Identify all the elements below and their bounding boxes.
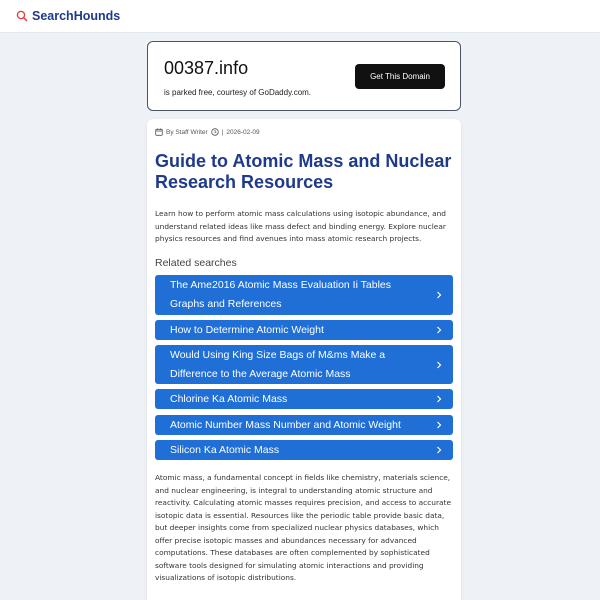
article-meta — [155, 127, 260, 137]
publish-date: 2026-02-09 — [226, 128, 260, 136]
article-card — [147, 119, 461, 600]
related-search-label: Atomic Number Mass Number and Atomic Weight — [170, 418, 401, 431]
domain-name: 00387.info — [164, 58, 249, 78]
meta-separator: | — [221, 128, 224, 136]
related-search-label: Would Using King Size Bags of M&ms Make a Difference to the Average Atomic Mass — [170, 348, 386, 380]
related-search-link[interactable] — [155, 320, 453, 340]
page-title: Guide to Atomic Mass and Nuclear Research Resources — [155, 151, 452, 192]
chevron-right-icon — [435, 361, 443, 369]
chevron-right-icon — [435, 421, 443, 429]
related-search-link[interactable] — [155, 415, 453, 435]
related-search-label: The Ame2016 Atomic Mass Evaluation Ii Tables Graphs and References — [170, 279, 392, 310]
author-label: By Staff Writer — [166, 128, 208, 136]
get-domain-button[interactable]: Get This Domain — [355, 64, 445, 89]
related-search-label: How to Determine Atomic Weight — [170, 323, 324, 336]
article-intro: Learn how to perform atomic mass calculations using isotopic abundance, and understand related ideas like mass defect and binding energy. Explore nuclear physics resources and find avenues into mass atomic research projects. — [155, 209, 446, 243]
related-search-label: Chlorine Ka Atomic Mass — [170, 392, 288, 405]
related-search-link[interactable] — [155, 275, 453, 315]
site-logo[interactable]: SearchHounds — [32, 9, 121, 23]
chevron-right-icon — [435, 446, 443, 454]
chevron-right-icon — [435, 326, 443, 334]
related-search-label: Silicon Ka Atomic Mass — [170, 443, 280, 456]
parked-courtesy-text: is parked free, courtesy of GoDaddy.com. — [164, 88, 312, 97]
top-bar — [0, 0, 600, 33]
related-searches-heading: Related searches — [155, 257, 237, 269]
article-body: Atomic mass, a fundamental concept in fields like chemistry, materials science, and nuclear engineering, is integral to understanding atomic structure and reactivity. Calculating atomic masses requires precision, and access to accurate isotopic data is essential. Resources like the periodic table provide basic data, but deeper insights come from specialized nuclear physics databases, which offer precise isotopic masses and abundances necessary for advanced computations. These databases are often complemented by sophisticated software tools designed for simulating atomic interactions and providing visualizations of isotopic distributions. — [155, 473, 451, 582]
chevron-right-icon — [435, 291, 443, 299]
parked-domain-banner — [147, 41, 461, 111]
clock-icon — [211, 128, 219, 136]
search-icon[interactable] — [16, 10, 28, 22]
related-search-link[interactable] — [155, 440, 453, 460]
related-search-link[interactable] — [155, 345, 453, 384]
calendar-icon — [155, 128, 163, 136]
chevron-right-icon — [435, 395, 443, 403]
related-search-link[interactable] — [155, 389, 453, 409]
